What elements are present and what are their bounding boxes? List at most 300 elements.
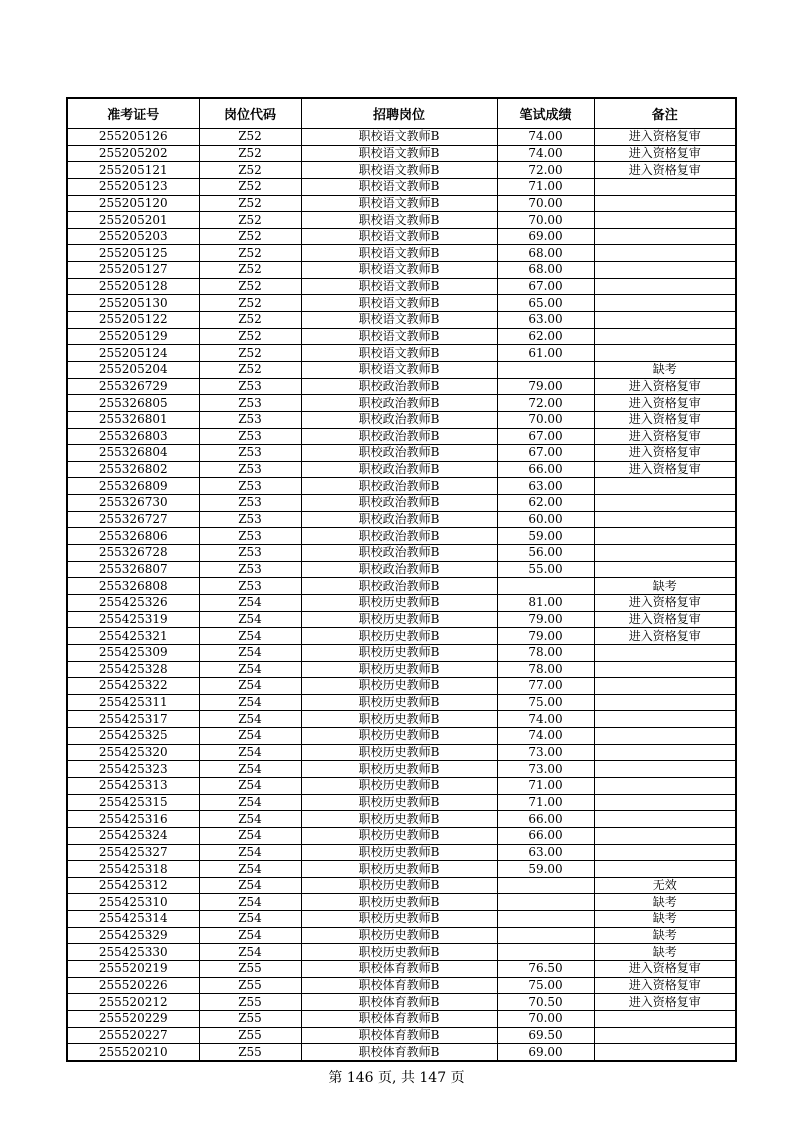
table-row <box>67 495 736 512</box>
remark-cell <box>594 1044 736 1061</box>
position-code-cell: Z55 <box>199 994 301 1011</box>
exam-id-cell: 255326809 <box>67 478 199 495</box>
score-cell: 79.00 <box>497 611 594 628</box>
score-cell: 67.00 <box>497 445 594 462</box>
position-code-cell: Z52 <box>199 129 301 146</box>
exam-id-cell: 255425323 <box>67 761 199 778</box>
position-cell: 职校语文教师B <box>301 278 497 295</box>
position-cell: 职校语文教师B <box>301 328 497 345</box>
exam-id-cell: 255425320 <box>67 744 199 761</box>
table-row <box>67 761 736 778</box>
exam-id-cell: 255205121 <box>67 162 199 179</box>
exam-id-cell: 255326802 <box>67 461 199 478</box>
position-cell: 职校历史教师B <box>301 861 497 878</box>
exam-id-cell: 255326806 <box>67 528 199 545</box>
score-cell: 62.00 <box>497 328 594 345</box>
table-row <box>67 178 736 195</box>
table-row <box>67 378 736 395</box>
score-cell: 72.00 <box>497 162 594 179</box>
position-code-cell: Z53 <box>199 511 301 528</box>
exam-id-cell: 255326803 <box>67 428 199 445</box>
exam-id-cell: 255205129 <box>67 328 199 345</box>
header-position-code: 岗位代码 <box>199 98 301 129</box>
header-exam-id: 准考证号 <box>67 98 199 129</box>
score-cell: 74.00 <box>497 129 594 146</box>
position-cell: 职校历史教师B <box>301 877 497 894</box>
remark-cell: 无效 <box>594 877 736 894</box>
exam-id-cell: 255425319 <box>67 611 199 628</box>
exam-id-cell: 255520226 <box>67 977 199 994</box>
position-code-cell: Z54 <box>199 761 301 778</box>
exam-id-cell: 255425310 <box>67 894 199 911</box>
exam-id-cell: 255425324 <box>67 827 199 844</box>
table-row <box>67 262 736 279</box>
remark-cell: 缺考 <box>594 894 736 911</box>
table-row <box>67 944 736 961</box>
exam-id-cell: 255205126 <box>67 129 199 146</box>
remark-cell: 缺考 <box>594 578 736 595</box>
score-cell: 61.00 <box>497 345 594 362</box>
table-row <box>67 811 736 828</box>
position-code-cell: Z52 <box>199 345 301 362</box>
remark-cell <box>594 295 736 312</box>
exam-id-cell: 255326730 <box>67 495 199 512</box>
page-footer: 第 146 页, 共 147 页 <box>328 1070 465 1086</box>
position-code-cell: Z54 <box>199 861 301 878</box>
table-row <box>67 777 736 794</box>
position-code-cell: Z54 <box>199 628 301 645</box>
table-row <box>67 578 736 595</box>
remark-cell <box>594 511 736 528</box>
position-code-cell: Z53 <box>199 578 301 595</box>
remark-cell: 进入资格复审 <box>594 445 736 462</box>
exam-id-cell: 255425309 <box>67 644 199 661</box>
exam-id-cell: 255205127 <box>67 262 199 279</box>
exam-id-cell: 255425314 <box>67 911 199 928</box>
remark-cell <box>594 262 736 279</box>
exam-id-cell: 255326805 <box>67 395 199 412</box>
table-row <box>67 395 736 412</box>
score-cell <box>497 944 594 961</box>
position-code-cell: Z55 <box>199 1027 301 1044</box>
exam-id-cell: 255326728 <box>67 545 199 562</box>
position-code-cell: Z53 <box>199 478 301 495</box>
table-row <box>67 911 736 928</box>
remark-cell: 进入资格复审 <box>594 977 736 994</box>
table-row <box>67 361 736 378</box>
score-cell: 70.00 <box>497 411 594 428</box>
position-code-cell: Z54 <box>199 594 301 611</box>
score-cell <box>497 877 594 894</box>
position-cell: 职校语文教师B <box>301 245 497 262</box>
exam-id-cell: 255425318 <box>67 861 199 878</box>
exam-id-cell: 255520219 <box>67 961 199 978</box>
position-code-cell: Z54 <box>199 711 301 728</box>
score-cell <box>497 927 594 944</box>
table-row <box>67 345 736 362</box>
score-cell: 72.00 <box>497 395 594 412</box>
table-row <box>67 461 736 478</box>
table-row <box>67 295 736 312</box>
position-code-cell: Z55 <box>199 1010 301 1027</box>
remark-cell: 进入资格复审 <box>594 378 736 395</box>
position-code-cell: Z52 <box>199 195 301 212</box>
table-row <box>67 894 736 911</box>
table-row <box>67 162 736 179</box>
exam-id-cell: 255425312 <box>67 877 199 894</box>
remark-cell <box>594 728 736 745</box>
table-row <box>67 728 736 745</box>
position-code-cell: Z52 <box>199 162 301 179</box>
position-cell: 职校历史教师B <box>301 827 497 844</box>
position-code-cell: Z52 <box>199 212 301 229</box>
remark-cell: 进入资格复审 <box>594 395 736 412</box>
position-cell: 职校历史教师B <box>301 628 497 645</box>
header-score: 笔试成绩 <box>497 98 594 129</box>
position-cell: 职校历史教师B <box>301 894 497 911</box>
position-cell: 职校政治教师B <box>301 495 497 512</box>
exam-id-cell: 255425328 <box>67 661 199 678</box>
position-code-cell: Z53 <box>199 461 301 478</box>
table-row <box>67 994 736 1011</box>
table-row <box>67 245 736 262</box>
remark-cell <box>594 195 736 212</box>
position-code-cell: Z52 <box>199 262 301 279</box>
position-cell: 职校语文教师B <box>301 195 497 212</box>
table-row <box>67 561 736 578</box>
position-cell: 职校体育教师B <box>301 1044 497 1061</box>
remark-cell <box>594 228 736 245</box>
exam-id-cell: 255520227 <box>67 1027 199 1044</box>
position-code-cell: Z54 <box>199 911 301 928</box>
table-row <box>67 195 736 212</box>
exam-id-cell: 255205123 <box>67 178 199 195</box>
remark-cell <box>594 794 736 811</box>
remark-cell <box>594 528 736 545</box>
score-cell: 63.00 <box>497 478 594 495</box>
exam-id-cell: 255205124 <box>67 345 199 362</box>
score-cell: 69.50 <box>497 1027 594 1044</box>
exam-id-cell: 255425313 <box>67 777 199 794</box>
position-code-cell: Z54 <box>199 844 301 861</box>
position-code-cell: Z52 <box>199 178 301 195</box>
position-code-cell: Z53 <box>199 378 301 395</box>
exam-id-cell: 255326729 <box>67 378 199 395</box>
score-cell: 63.00 <box>497 844 594 861</box>
table-header <box>67 98 736 129</box>
exam-id-cell: 255520229 <box>67 1010 199 1027</box>
position-code-cell: Z54 <box>199 644 301 661</box>
exam-id-cell: 255425329 <box>67 927 199 944</box>
score-cell: 68.00 <box>497 262 594 279</box>
exam-id-cell: 255425327 <box>67 844 199 861</box>
table-row <box>67 678 736 695</box>
score-cell: 70.50 <box>497 994 594 1011</box>
remark-cell: 缺考 <box>594 911 736 928</box>
score-cell: 66.00 <box>497 827 594 844</box>
table-row <box>67 145 736 162</box>
position-cell: 职校语文教师B <box>301 178 497 195</box>
exam-id-cell: 255205125 <box>67 245 199 262</box>
position-cell: 职校体育教师B <box>301 961 497 978</box>
score-cell: 67.00 <box>497 428 594 445</box>
remark-cell: 进入资格复审 <box>594 961 736 978</box>
remark-cell: 缺考 <box>594 361 736 378</box>
table-row <box>67 711 736 728</box>
position-code-cell: Z52 <box>199 145 301 162</box>
position-code-cell: Z53 <box>199 428 301 445</box>
score-cell: 79.00 <box>497 628 594 645</box>
table-row <box>67 1027 736 1044</box>
table-row <box>67 545 736 562</box>
position-cell: 职校政治教师B <box>301 411 497 428</box>
score-cell: 75.00 <box>497 977 594 994</box>
table-row <box>67 428 736 445</box>
position-code-cell: Z53 <box>199 445 301 462</box>
table-row <box>67 1044 736 1061</box>
position-cell: 职校语文教师B <box>301 295 497 312</box>
position-cell: 职校历史教师B <box>301 594 497 611</box>
exam-id-cell: 255425321 <box>67 628 199 645</box>
table-row <box>67 628 736 645</box>
position-cell: 职校政治教师B <box>301 578 497 595</box>
remark-cell: 进入资格复审 <box>594 611 736 628</box>
score-cell: 78.00 <box>497 661 594 678</box>
table-row <box>67 228 736 245</box>
table-row <box>67 877 736 894</box>
remark-cell <box>594 777 736 794</box>
position-cell: 职校政治教师B <box>301 561 497 578</box>
position-code-cell: Z54 <box>199 894 301 911</box>
position-cell: 职校语文教师B <box>301 345 497 362</box>
table-row <box>67 129 736 146</box>
score-cell: 59.00 <box>497 861 594 878</box>
table-row <box>67 445 736 462</box>
remark-cell <box>594 711 736 728</box>
position-cell: 职校体育教师B <box>301 977 497 994</box>
table-row <box>67 644 736 661</box>
position-cell: 职校历史教师B <box>301 678 497 695</box>
position-cell: 职校语文教师B <box>301 145 497 162</box>
remark-cell <box>594 1010 736 1027</box>
score-cell: 63.00 <box>497 312 594 329</box>
position-cell: 职校历史教师B <box>301 644 497 661</box>
exam-id-cell: 255326808 <box>67 578 199 595</box>
score-cell <box>497 361 594 378</box>
score-cell: 68.00 <box>497 245 594 262</box>
position-code-cell: Z54 <box>199 877 301 894</box>
exam-id-cell: 255425326 <box>67 594 199 611</box>
score-cell: 78.00 <box>497 644 594 661</box>
table-row <box>67 861 736 878</box>
remark-cell: 进入资格复审 <box>594 461 736 478</box>
score-cell: 55.00 <box>497 561 594 578</box>
position-cell: 职校政治教师B <box>301 478 497 495</box>
position-cell: 职校政治教师B <box>301 395 497 412</box>
table-row <box>67 844 736 861</box>
position-cell: 职校历史教师B <box>301 794 497 811</box>
table-row <box>67 478 736 495</box>
table-row <box>67 1010 736 1027</box>
position-cell: 职校历史教师B <box>301 811 497 828</box>
position-cell: 职校历史教师B <box>301 844 497 861</box>
exam-id-cell: 255425322 <box>67 678 199 695</box>
position-cell: 职校语文教师B <box>301 212 497 229</box>
position-cell: 职校语文教师B <box>301 162 497 179</box>
remark-cell <box>594 328 736 345</box>
position-cell: 职校历史教师B <box>301 944 497 961</box>
exam-id-cell: 255425315 <box>67 794 199 811</box>
exam-id-cell: 255326807 <box>67 561 199 578</box>
score-cell: 75.00 <box>497 694 594 711</box>
header-position: 招聘岗位 <box>301 98 497 129</box>
remark-cell: 进入资格复审 <box>594 428 736 445</box>
table-row <box>67 212 736 229</box>
table-row <box>67 411 736 428</box>
position-code-cell: Z53 <box>199 561 301 578</box>
exam-id-cell: 255205202 <box>67 145 199 162</box>
remark-cell <box>594 1027 736 1044</box>
table-row <box>67 278 736 295</box>
position-cell: 职校政治教师B <box>301 378 497 395</box>
position-cell: 职校历史教师B <box>301 661 497 678</box>
position-code-cell: Z53 <box>199 545 301 562</box>
remark-cell <box>594 345 736 362</box>
score-cell: 71.00 <box>497 777 594 794</box>
table-row <box>67 594 736 611</box>
score-cell: 71.00 <box>497 178 594 195</box>
remark-cell: 进入资格复审 <box>594 162 736 179</box>
score-cell: 69.00 <box>497 228 594 245</box>
score-cell: 81.00 <box>497 594 594 611</box>
remark-cell <box>594 694 736 711</box>
table-row <box>67 511 736 528</box>
remark-cell <box>594 178 736 195</box>
header-row <box>67 98 736 129</box>
position-cell: 职校历史教师B <box>301 728 497 745</box>
score-cell: 65.00 <box>497 295 594 312</box>
position-cell: 职校语文教师B <box>301 228 497 245</box>
remark-cell <box>594 678 736 695</box>
position-cell: 职校历史教师B <box>301 777 497 794</box>
position-code-cell: Z52 <box>199 278 301 295</box>
position-code-cell: Z52 <box>199 312 301 329</box>
position-code-cell: Z54 <box>199 944 301 961</box>
position-code-cell: Z54 <box>199 777 301 794</box>
table-row <box>67 977 736 994</box>
position-code-cell: Z52 <box>199 328 301 345</box>
position-code-cell: Z52 <box>199 295 301 312</box>
remark-cell: 缺考 <box>594 944 736 961</box>
score-cell <box>497 911 594 928</box>
score-cell: 71.00 <box>497 794 594 811</box>
position-code-cell: Z54 <box>199 927 301 944</box>
score-cell: 69.00 <box>497 1044 594 1061</box>
header-remark: 备注 <box>594 98 736 129</box>
exam-id-cell: 255425316 <box>67 811 199 828</box>
table-row <box>67 661 736 678</box>
position-cell: 职校历史教师B <box>301 927 497 944</box>
table-body <box>67 129 736 1061</box>
score-cell: 66.00 <box>497 811 594 828</box>
exam-id-cell: 255425311 <box>67 694 199 711</box>
score-cell: 74.00 <box>497 728 594 745</box>
score-cell <box>497 894 594 911</box>
score-cell: 73.00 <box>497 744 594 761</box>
remark-cell <box>594 644 736 661</box>
score-cell: 70.00 <box>497 195 594 212</box>
exam-id-cell: 255520212 <box>67 994 199 1011</box>
remark-cell <box>594 495 736 512</box>
score-cell: 79.00 <box>497 378 594 395</box>
position-code-cell: Z53 <box>199 395 301 412</box>
score-cell: 62.00 <box>497 495 594 512</box>
score-cell: 74.00 <box>497 145 594 162</box>
position-code-cell: Z52 <box>199 361 301 378</box>
position-cell: 职校体育教师B <box>301 994 497 1011</box>
exam-id-cell: 255205130 <box>67 295 199 312</box>
score-cell: 70.00 <box>497 1010 594 1027</box>
exam-id-cell: 255425330 <box>67 944 199 961</box>
remark-cell: 进入资格复审 <box>594 594 736 611</box>
position-cell: 职校历史教师B <box>301 761 497 778</box>
table-row <box>67 611 736 628</box>
position-code-cell: Z54 <box>199 794 301 811</box>
remark-cell <box>594 245 736 262</box>
exam-id-cell: 255205120 <box>67 195 199 212</box>
score-cell: 70.00 <box>497 212 594 229</box>
position-cell: 职校政治教师B <box>301 545 497 562</box>
position-cell: 职校语文教师B <box>301 361 497 378</box>
table-row <box>67 744 736 761</box>
position-code-cell: Z54 <box>199 728 301 745</box>
position-code-cell: Z54 <box>199 661 301 678</box>
score-cell: 73.00 <box>497 761 594 778</box>
score-cell: 56.00 <box>497 545 594 562</box>
score-cell: 59.00 <box>497 528 594 545</box>
table-row <box>67 312 736 329</box>
position-code-cell: Z55 <box>199 1044 301 1061</box>
remark-cell: 进入资格复审 <box>594 628 736 645</box>
remark-cell: 进入资格复审 <box>594 411 736 428</box>
score-cell: 60.00 <box>497 511 594 528</box>
position-cell: 职校体育教师B <box>301 1010 497 1027</box>
remark-cell <box>594 278 736 295</box>
exam-id-cell: 255326804 <box>67 445 199 462</box>
score-cell: 77.00 <box>497 678 594 695</box>
position-code-cell: Z53 <box>199 495 301 512</box>
position-code-cell: Z52 <box>199 228 301 245</box>
score-cell: 67.00 <box>497 278 594 295</box>
remark-cell <box>594 661 736 678</box>
remark-cell: 进入资格复审 <box>594 129 736 146</box>
remark-cell <box>594 861 736 878</box>
remark-cell <box>594 212 736 229</box>
position-code-cell: Z52 <box>199 245 301 262</box>
position-cell: 职校历史教师B <box>301 744 497 761</box>
score-cell: 66.00 <box>497 461 594 478</box>
remark-cell <box>594 561 736 578</box>
position-cell: 职校历史教师B <box>301 711 497 728</box>
position-cell: 职校政治教师B <box>301 528 497 545</box>
position-code-cell: Z54 <box>199 694 301 711</box>
position-cell: 职校历史教师B <box>301 611 497 628</box>
position-code-cell: Z55 <box>199 977 301 994</box>
remark-cell: 缺考 <box>594 927 736 944</box>
exam-id-cell: 255205204 <box>67 361 199 378</box>
position-cell: 职校语文教师B <box>301 129 497 146</box>
position-cell: 职校政治教师B <box>301 445 497 462</box>
